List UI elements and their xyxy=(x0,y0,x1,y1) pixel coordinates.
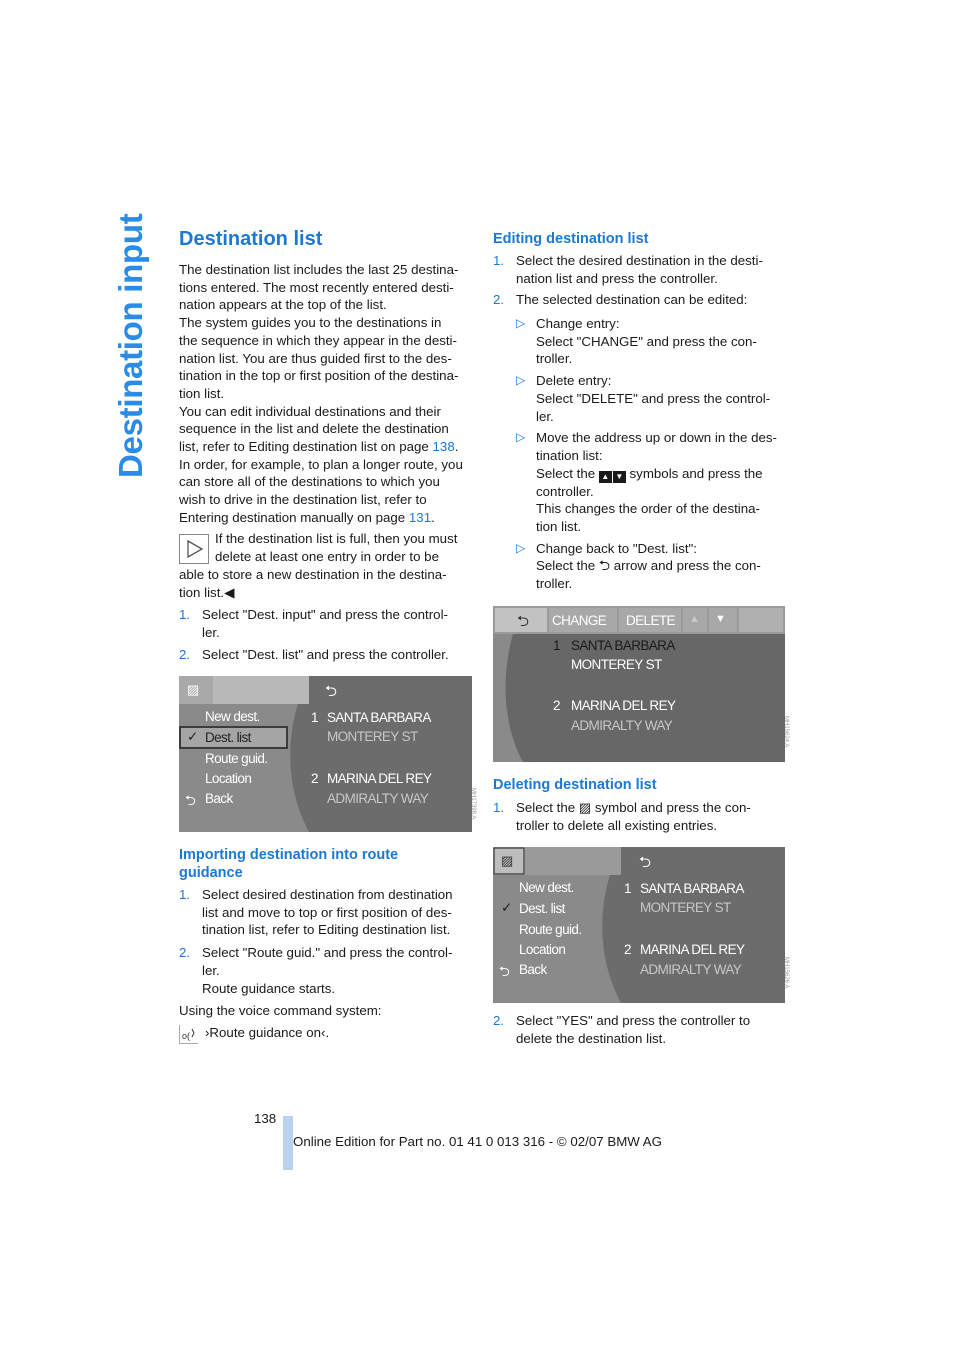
intro-line: In order, for example, to plan a longer route, you xyxy=(179,456,463,472)
import-heading xyxy=(179,846,479,882)
page-link-131[interactable]: 131 xyxy=(408,509,432,525)
entry-number: 2 xyxy=(311,771,318,786)
entry-street: MONTEREY ST xyxy=(640,900,731,915)
note-continuation xyxy=(179,566,479,601)
bullet-triangle-icon: ▷ xyxy=(516,540,526,555)
voice-command-icon xyxy=(179,1025,198,1044)
back-arrow-icon: ⮌ xyxy=(639,854,652,871)
option-line: Change back to "Dest. list": xyxy=(536,540,697,556)
entry-number: 1 xyxy=(311,710,318,725)
step-1 xyxy=(179,606,479,641)
step-line: Select "Dest. input" and press the control- xyxy=(202,607,448,622)
delete-symbol-icon[interactable]: ▨ xyxy=(501,853,514,868)
step-item xyxy=(493,1012,793,1047)
entry-city: SANTA BARBARA xyxy=(571,638,675,653)
entry-city: MARINA DEL REY xyxy=(327,771,432,786)
svg-text:o(: o( xyxy=(182,1031,191,1041)
menu-dest-list: Dest. list xyxy=(519,901,565,916)
screen-destination-list xyxy=(179,676,472,832)
entry-city: SANTA BARBARA xyxy=(327,710,431,725)
step-line: Select "Dest. list" and press the controller. xyxy=(202,647,449,663)
move-up-icon[interactable]: ▲ xyxy=(689,613,700,625)
option-line: troller. xyxy=(536,351,573,367)
option-line: Change entry: xyxy=(536,316,620,331)
down-arrow-icon: ▼ xyxy=(613,471,626,483)
option-move-address xyxy=(516,429,791,536)
delete-step-2 xyxy=(493,1012,793,1047)
menu-location: Location xyxy=(519,942,566,957)
menu-location: Location xyxy=(205,771,252,786)
option-delete-entry xyxy=(516,372,791,425)
entry-city: MARINA DEL REY xyxy=(640,942,745,957)
section-side-title: Destination input xyxy=(112,213,149,478)
reference-line xyxy=(179,509,479,527)
check-icon: ✓ xyxy=(187,729,198,744)
delete-step-1 xyxy=(493,799,793,834)
option-line: Select "CHANGE" and press the con- xyxy=(536,333,757,349)
note-line: delete at least one entry in order to be xyxy=(215,548,439,564)
step-number: 1. xyxy=(493,253,505,268)
bullet-triangle-icon: ▷ xyxy=(516,430,526,445)
step-line: The selected destination can be edited: xyxy=(516,292,748,308)
intro-line: nation list. You are thus guided first to the des- xyxy=(179,350,452,366)
option-line: tion list. xyxy=(536,519,582,535)
step-text: Select the xyxy=(516,800,579,815)
note-line: If the destination list is full, then you must xyxy=(215,531,458,546)
voice-command-text: ›Route guidance on‹. xyxy=(205,1025,330,1040)
step-line: Select "YES" and press the controller to xyxy=(516,1013,751,1028)
back-icon: ⮌ xyxy=(499,964,510,979)
entry-city: MARINA DEL REY xyxy=(571,698,676,713)
step-number: 1. xyxy=(179,607,191,622)
image-code: MH15624 A xyxy=(783,716,789,748)
option-line: Delete entry: xyxy=(536,373,612,389)
step-number: 1. xyxy=(179,887,191,902)
steps-list xyxy=(179,606,479,664)
menu-new-dest: New dest. xyxy=(519,880,574,895)
menu-new-dest: New dest. xyxy=(205,709,260,724)
entry-number: 1 xyxy=(553,638,560,653)
bullet-triangle-icon: ▷ xyxy=(516,373,526,388)
entry-street: ADMIRALTY WAY xyxy=(571,718,673,733)
note-text xyxy=(215,530,475,565)
option-text: Select the xyxy=(536,465,599,481)
option-change-back xyxy=(516,540,791,593)
entry-number: 2 xyxy=(624,942,631,957)
intro-line: sequence in the list and delete the destination xyxy=(179,421,449,437)
option-line xyxy=(536,557,791,575)
import-step-2 xyxy=(179,944,479,997)
intro-line: The destination list includes the last 25 destina- xyxy=(179,262,459,277)
step-line: tination list, refer to Editing destination list. xyxy=(202,922,451,938)
option-line: ler. xyxy=(536,408,554,424)
intro-line: tion list. xyxy=(179,385,225,401)
edition-text: Online Edition for Part no. 01 41 0 013 316 - © 02/07 BMW AG xyxy=(293,1134,663,1149)
image-code: MH15626 A xyxy=(783,957,789,989)
up-arrow-icon: ▲ xyxy=(599,471,612,483)
step-line xyxy=(516,799,793,817)
intro-line: can store all of the destinations to which you xyxy=(179,474,440,490)
step-line: Select the desired destination in the desti- xyxy=(516,253,763,268)
heading-line: guidance xyxy=(179,865,243,881)
import-step-1 xyxy=(179,886,479,939)
back-arrow-icon: ⮌ xyxy=(598,557,611,574)
entry-number: 2 xyxy=(553,698,560,713)
footer-bar xyxy=(283,1116,293,1170)
back-arrow-icon[interactable]: ⮌ xyxy=(517,613,530,630)
menu-dest-list: Dest. list xyxy=(205,730,251,745)
heading-line: Importing destination into route xyxy=(179,847,399,863)
step-line: Select "Route guid." and press the control- xyxy=(202,945,453,961)
step-line: troller to delete all existing entries. xyxy=(516,817,718,833)
note-line: able to store a new destination in the destina- xyxy=(179,567,447,582)
image-code: MH17398 A xyxy=(470,788,476,820)
intro-paragraph xyxy=(179,261,479,527)
intro-line: nation appears at the top of the list. xyxy=(179,297,387,313)
move-down-icon[interactable]: ▼ xyxy=(715,613,726,625)
menu-back: Back xyxy=(519,962,547,977)
menu-route-guid: Route guid. xyxy=(519,922,582,937)
reference-line xyxy=(179,438,479,456)
screen-edit-destination xyxy=(493,606,785,762)
intro-line: the sequence in which they appear in the desti- xyxy=(179,332,457,348)
intro-line: wish to drive in the destination list, refer to xyxy=(179,492,427,508)
delete-list-icon: ▨ xyxy=(578,800,592,815)
step-line: list and move to top or first position of des- xyxy=(202,904,452,920)
step-number: 2. xyxy=(493,292,505,308)
menu-route-guid: Route guid. xyxy=(205,751,268,766)
step-2 xyxy=(179,646,479,664)
edit-step-2 xyxy=(493,291,793,309)
note-line: tion list.◀ xyxy=(179,584,235,600)
back-arrow-icon: ⮌ xyxy=(325,683,338,700)
option-line: troller. xyxy=(536,576,573,592)
step-number: 2. xyxy=(179,647,191,663)
reference-text: Entering destination manually on page xyxy=(179,509,409,525)
menu-back: Back xyxy=(205,791,233,806)
editing-steps xyxy=(493,252,793,309)
intro-line: tination in the top or first position of the destina- xyxy=(179,368,459,384)
step-text: symbol and press the con- xyxy=(591,800,751,815)
change-button[interactable]: CHANGE xyxy=(552,613,607,628)
note-icon xyxy=(179,534,209,564)
intro-line: You can edit individual destinations and their xyxy=(179,403,441,419)
option-text: Select the xyxy=(536,558,599,574)
edit-step-1 xyxy=(493,252,793,287)
page-number: 138 xyxy=(254,1111,277,1126)
step-number: 2. xyxy=(493,1013,505,1028)
reference-period: . xyxy=(431,509,435,525)
option-line: This changes the order of the destina- xyxy=(536,501,760,517)
option-line: tination list: xyxy=(536,447,603,463)
option-line: Select "DELETE" and press the control- xyxy=(536,390,771,406)
step-line: delete the destination list. xyxy=(516,1030,667,1046)
reference-period: . xyxy=(454,439,459,455)
option-text: arrow and press the con- xyxy=(610,558,761,574)
screen-delete-destination xyxy=(493,847,785,1003)
edit-options xyxy=(516,315,791,593)
bullet-triangle-icon: ▷ xyxy=(516,316,526,330)
step-line: nation list and press the controller. xyxy=(516,270,718,286)
entry-number: 1 xyxy=(624,881,631,896)
step-line: ler. xyxy=(202,962,220,978)
step-item xyxy=(493,799,793,834)
step-number: 2. xyxy=(179,945,191,961)
editing-heading: Editing destination list xyxy=(493,231,649,247)
option-change-entry xyxy=(516,315,791,368)
destination-list-heading: Destination list xyxy=(179,228,323,250)
page-link-138[interactable]: 138 xyxy=(432,439,455,455)
import-steps xyxy=(179,886,479,1020)
voice-intro: Using the voice command system: xyxy=(179,1003,382,1019)
step-number: 1. xyxy=(493,800,505,815)
deleting-heading: Deleting destination list xyxy=(493,777,657,793)
entry-street: MONTEREY ST xyxy=(327,729,418,744)
step-line: Select desired destination from destination xyxy=(202,887,453,902)
entry-street: MONTEREY ST xyxy=(571,657,662,672)
back-icon: ⮌ xyxy=(185,793,196,808)
check-icon: ✓ xyxy=(501,900,512,915)
entry-city: SANTA BARBARA xyxy=(640,881,744,896)
intro-line: tions entered. The most recently entered desti- xyxy=(179,279,454,295)
delete-symbol-icon: ▨ xyxy=(187,682,200,697)
option-line xyxy=(536,465,791,483)
entry-street: ADMIRALTY WAY xyxy=(640,962,742,977)
entry-street: ADMIRALTY WAY xyxy=(327,791,429,806)
step-line: Route guidance starts. xyxy=(202,980,336,996)
reference-text: list, refer to Editing destination list on page xyxy=(179,439,433,455)
option-line: Move the address up or down in the des- xyxy=(536,430,777,446)
option-line: controller. xyxy=(536,483,594,499)
delete-button[interactable]: DELETE xyxy=(626,613,675,628)
intro-line: The system guides you to the destinations in xyxy=(179,315,442,331)
step-line: ler. xyxy=(202,624,220,640)
option-text: symbols and press the xyxy=(625,465,763,481)
